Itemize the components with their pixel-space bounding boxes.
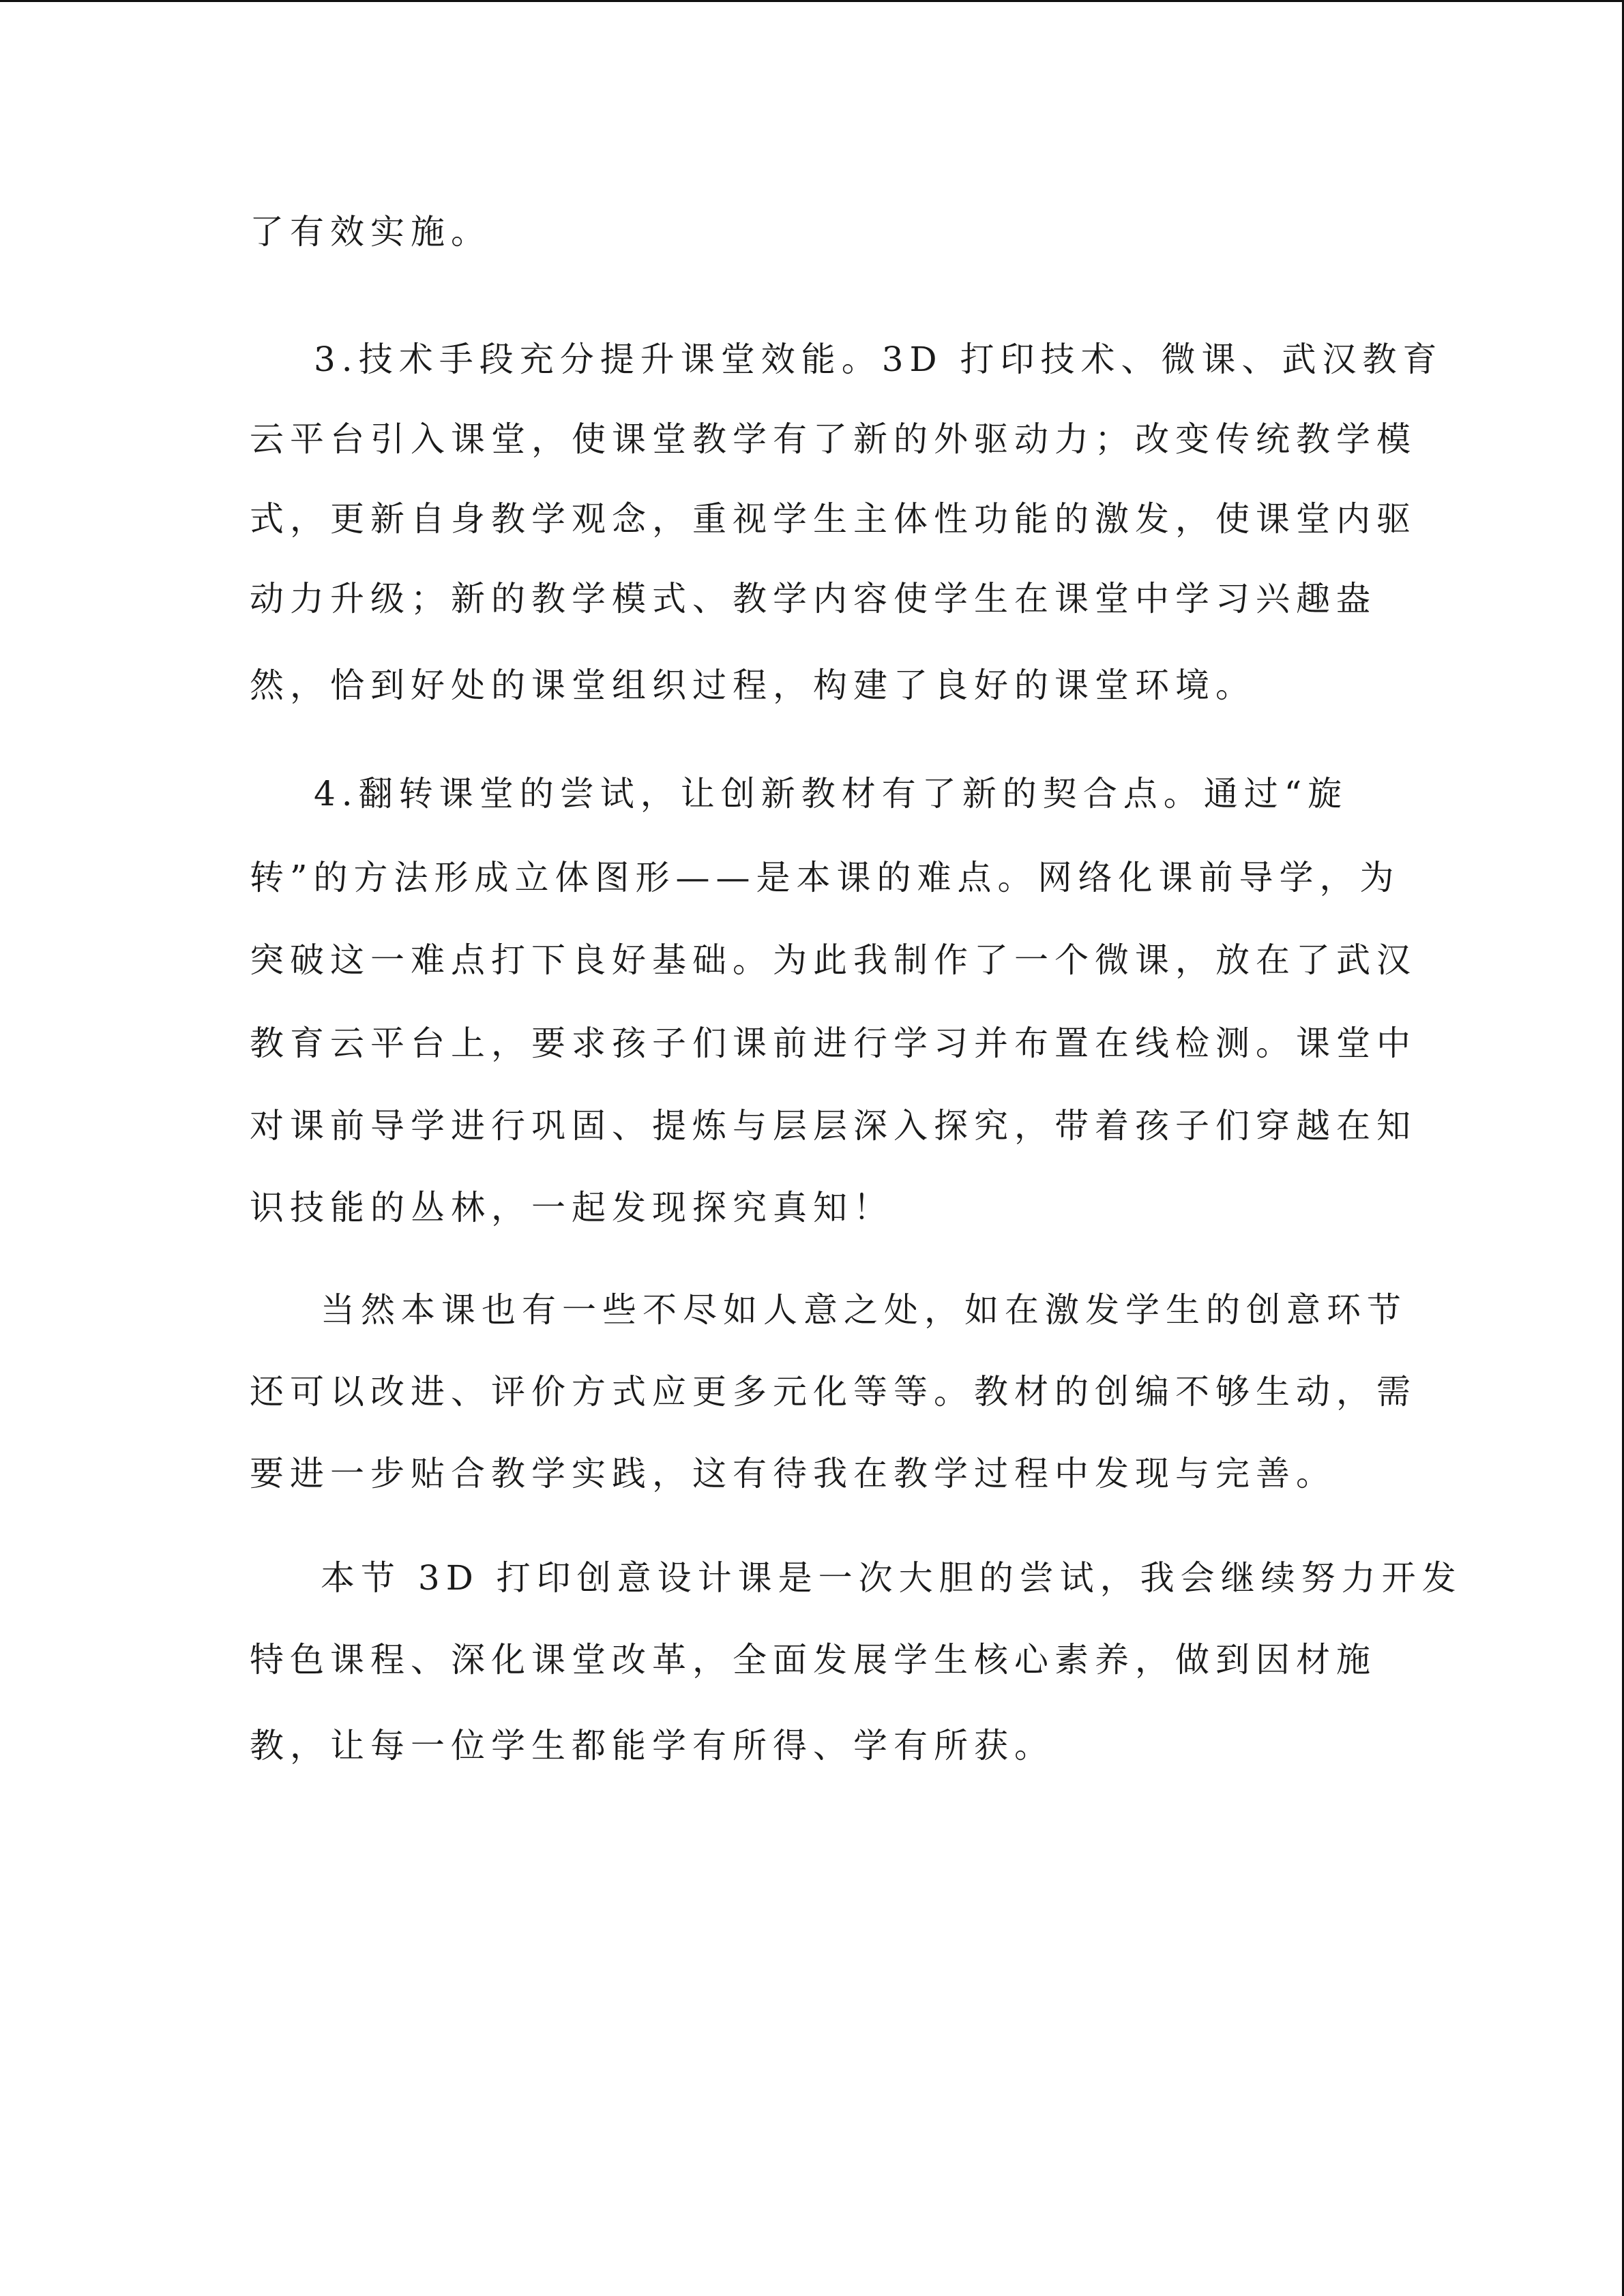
text-line: 了有效实施。 bbox=[250, 212, 491, 252]
paragraph-4-line: 对课前导学进行巩固、提炼与层层深入探究，带着孩子们穿越在知 bbox=[250, 1106, 1417, 1146]
paragraph-conclusion-line: 教，让每一位学生都能学有所得、学有所获。 bbox=[250, 1726, 1054, 1765]
paragraph-conclusion-line: 特色课程、深化课堂改革，全面发展学生核心素养，做到因材施 bbox=[250, 1640, 1376, 1680]
paragraph-3-line: 然，恰到好处的课堂组织过程，构建了良好的课堂环境。 bbox=[250, 666, 1256, 705]
paragraph-4-line: 转”的方法形成立体图形——是本课的难点。网络化课前导学，为 bbox=[250, 858, 1400, 897]
paragraph-4-line: 突破这一难点打下良好基础。为此我制作了一个微课，放在了武汉 bbox=[250, 940, 1417, 980]
paragraph-3-line: 云平台引入课堂，使课堂教学有了新的外驱动力；改变传统教学模 bbox=[250, 419, 1417, 459]
paragraph-reflection-line: 要进一步贴合教学实践，这有待我在教学过程中发现与完善。 bbox=[250, 1454, 1336, 1493]
paragraph-4-line: 识技能的丛林，一起发现探究真知！ bbox=[250, 1188, 894, 1227]
paragraph-3-line: 动力升级；新的教学模式、教学内容使学生在课堂中学习兴趣盎 bbox=[250, 579, 1376, 618]
paragraph-3-line: 式，更新自身教学观念，重视学生主体性功能的激发，使课堂内驱 bbox=[250, 499, 1417, 539]
paragraph-4-line: 4.翻转课堂的尝试，让创新教材有了新的契合点。通过“旋 bbox=[314, 774, 1348, 814]
paragraph-3-line: 3.技术手段充分提升课堂效能。3D 打印技术、微课、武汉教育 bbox=[314, 340, 1443, 379]
paragraph-reflection-line: 还可以改进、评价方式应更多元化等等。教材的创编不够生动，需 bbox=[250, 1372, 1417, 1412]
paragraph-4-line: 教育云平台上，要求孩子们课前进行学习并布置在线检测。课堂中 bbox=[250, 1024, 1417, 1063]
paragraph-conclusion-line: 本节 3D 打印创意设计课是一次大胆的尝试，我会继续努力开发 bbox=[321, 1558, 1462, 1598]
paragraph-reflection-line: 当然本课也有一些不尽如人意之处，如在激发学生的创意环节 bbox=[321, 1290, 1407, 1330]
